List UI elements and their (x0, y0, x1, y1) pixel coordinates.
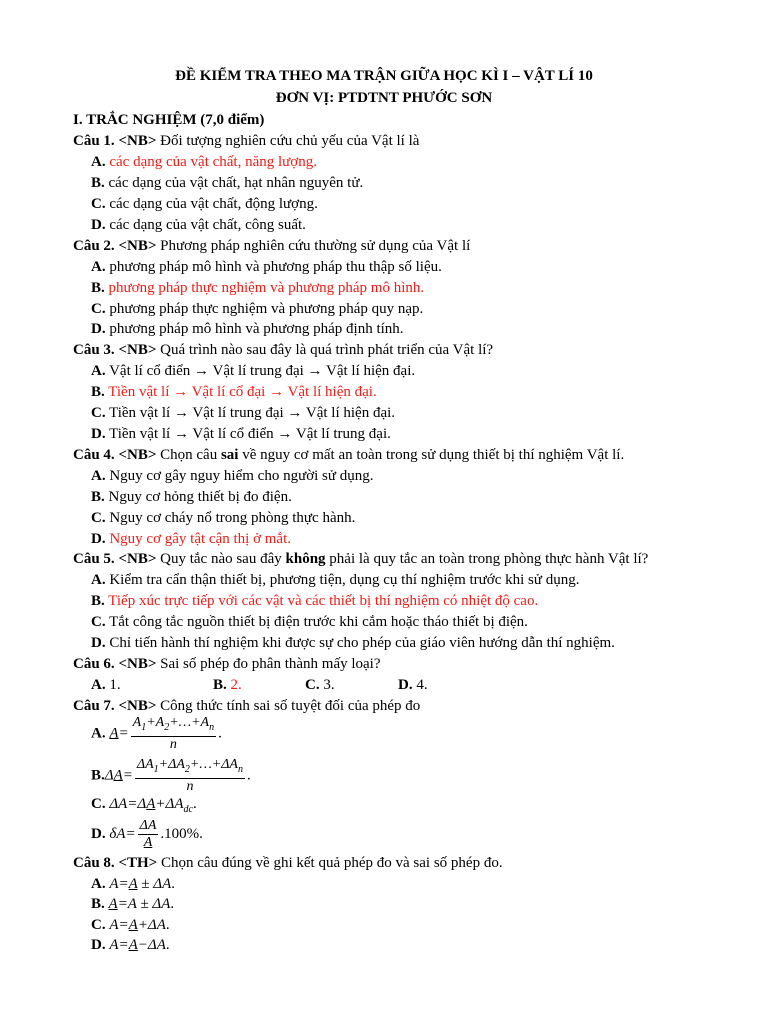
school-unit: ĐƠN VỊ: PTDTNT PHƯỚC SƠN (275, 90, 493, 106)
q8-option-c: C. A=A+ΔA. (91, 917, 170, 933)
q2-option-b: B. phương pháp thực nghiệm và phương pháp mô hình. (91, 280, 425, 296)
q4-option-c: C. Nguy cơ cháy nổ trong phòng thực hành. (91, 510, 356, 526)
question-8: Câu 8. <TH> Chọn câu đúng về ghi kết quả phép đo và sai số phép đo. (73, 855, 503, 871)
q5-option-d: D. Chỉ tiến hành thí nghiệm khi được sự cho phép của giáo viên hướng dẫn thí nghiệm. (91, 635, 615, 651)
q4-option-a: A. Nguy cơ gây nguy hiểm cho người sử dụng. (91, 468, 374, 484)
q5-option-a: A. Kiểm tra cẩn thận thiết bị, phương tiện, dụng cụ thí nghiệm trước khi sử dụng. (91, 572, 580, 588)
q5-option-b: B. Tiếp xúc trực tiếp với các vật và các thiết bị thí nghiệm có nhiệt độ cao. (91, 593, 539, 609)
q4-option-b: B. Nguy cơ hỏng thiết bị đo điện. (91, 489, 292, 505)
q3-option-c: C. Tiền vật lí → Vật lí trung đại → Vật lí hiện đại. (91, 405, 396, 421)
q6-option-b: B. 2. (213, 677, 242, 693)
q5-option-c: C. Tắt công tắc nguồn thiết bị điện trước khi cắm hoặc tháo thiết bị điện. (91, 614, 528, 630)
level-tag: <NB> (118, 133, 157, 149)
q7-option-c: C. $\Delta A=\Delta A+\Delta A_{dc}$. (91, 796, 197, 815)
q1-option-b: B. các dạng của vật chất, hạt nhân nguyên tử. (91, 175, 364, 191)
question-7: Câu 7. <NB> Công thức tính sai số tuyệt đối của phép đo (73, 698, 421, 714)
q8-option-b: B. A=A ± ΔA. (91, 896, 175, 912)
question-2: Câu 2. <NB> Phương pháp nghiên cứu thường sử dụng của Vật lí (73, 238, 471, 254)
q3-option-a: A. Vật lí cổ điển → Vật lí trung đại → Vật lí hiện đại. (91, 363, 416, 379)
q2-option-a: A. phương pháp mô hình và phương pháp thu thập số liệu. (91, 259, 442, 275)
q1-option-d: D. các dạng của vật chất, công suất. (91, 217, 306, 233)
question-5: Câu 5. <NB> Quy tắc nào sau đây không phải là quy tắc an toàn trong phòng thực hành Vật lí? (73, 551, 649, 567)
question-3: Câu 3. <NB> Quá trình nào sau đây là quá trình phát triển của Vật lí? (73, 342, 494, 358)
section-heading: I. TRẮC NGHIỆM (7,0 điểm) (73, 112, 265, 128)
q2-option-c: C. phương pháp thực nghiệm và phương pháp quy nạp. (91, 301, 424, 317)
q7-option-a: A. A= $\frac{A_1+A_2+\dots+A_n}{n}$ . (91, 715, 222, 752)
q1-option-c: C. các dạng của vật chất, động lượng. (91, 196, 318, 212)
q6-option-a: A. 1. (91, 677, 121, 693)
exam-title: ĐỀ KIỂM TRA THEO MA TRẬN GIỮA HỌC KÌ I – VẬT LÍ 10 (175, 68, 593, 84)
q7-option-d: D. δA= $\frac{\Delta A}{A}$ .100%. (91, 818, 203, 851)
q7-option-b: B.ΔA= $\frac{\Delta A_1+\Delta A_2+\dots+\Delta A_n}{n}$ . (91, 757, 251, 794)
question-1 (73, 132, 419, 150)
q6-option-d: D. 4. (398, 677, 428, 693)
question-text: Đối tượng nghiên cứu chủ yếu của Vật lí là (156, 133, 420, 149)
q4-option-d: D. Nguy cơ gây tật cận thị ở mắt. (91, 531, 291, 547)
question-number: Câu 1. (73, 133, 115, 149)
q2-option-d: D. phương pháp mô hình và phương pháp định tính. (91, 321, 404, 337)
question-6: Câu 6. <NB> Sai số phép đo phân thành mấy loại? (73, 656, 381, 672)
q8-option-a: A. A=A ± ΔA. (91, 876, 175, 892)
q3-option-d: D. Tiền vật lí → Vật lí cổ điển → Vật lí trung đại. (91, 426, 391, 442)
q6-option-c: C. 3. (305, 677, 335, 693)
q1-option-a: A. các dạng của vật chất, năng lượng. (91, 154, 317, 170)
q8-option-d: D. A=A−ΔA. (91, 937, 170, 953)
question-4: Câu 4. <NB> Chọn câu sai về nguy cơ mất an toàn trong sử dụng thiết bị thí nghiệm Vật lí. (73, 447, 625, 463)
q3-option-b: B. Tiền vật lí → Vật lí cổ đại → Vật lí hiện đại. (91, 384, 377, 400)
